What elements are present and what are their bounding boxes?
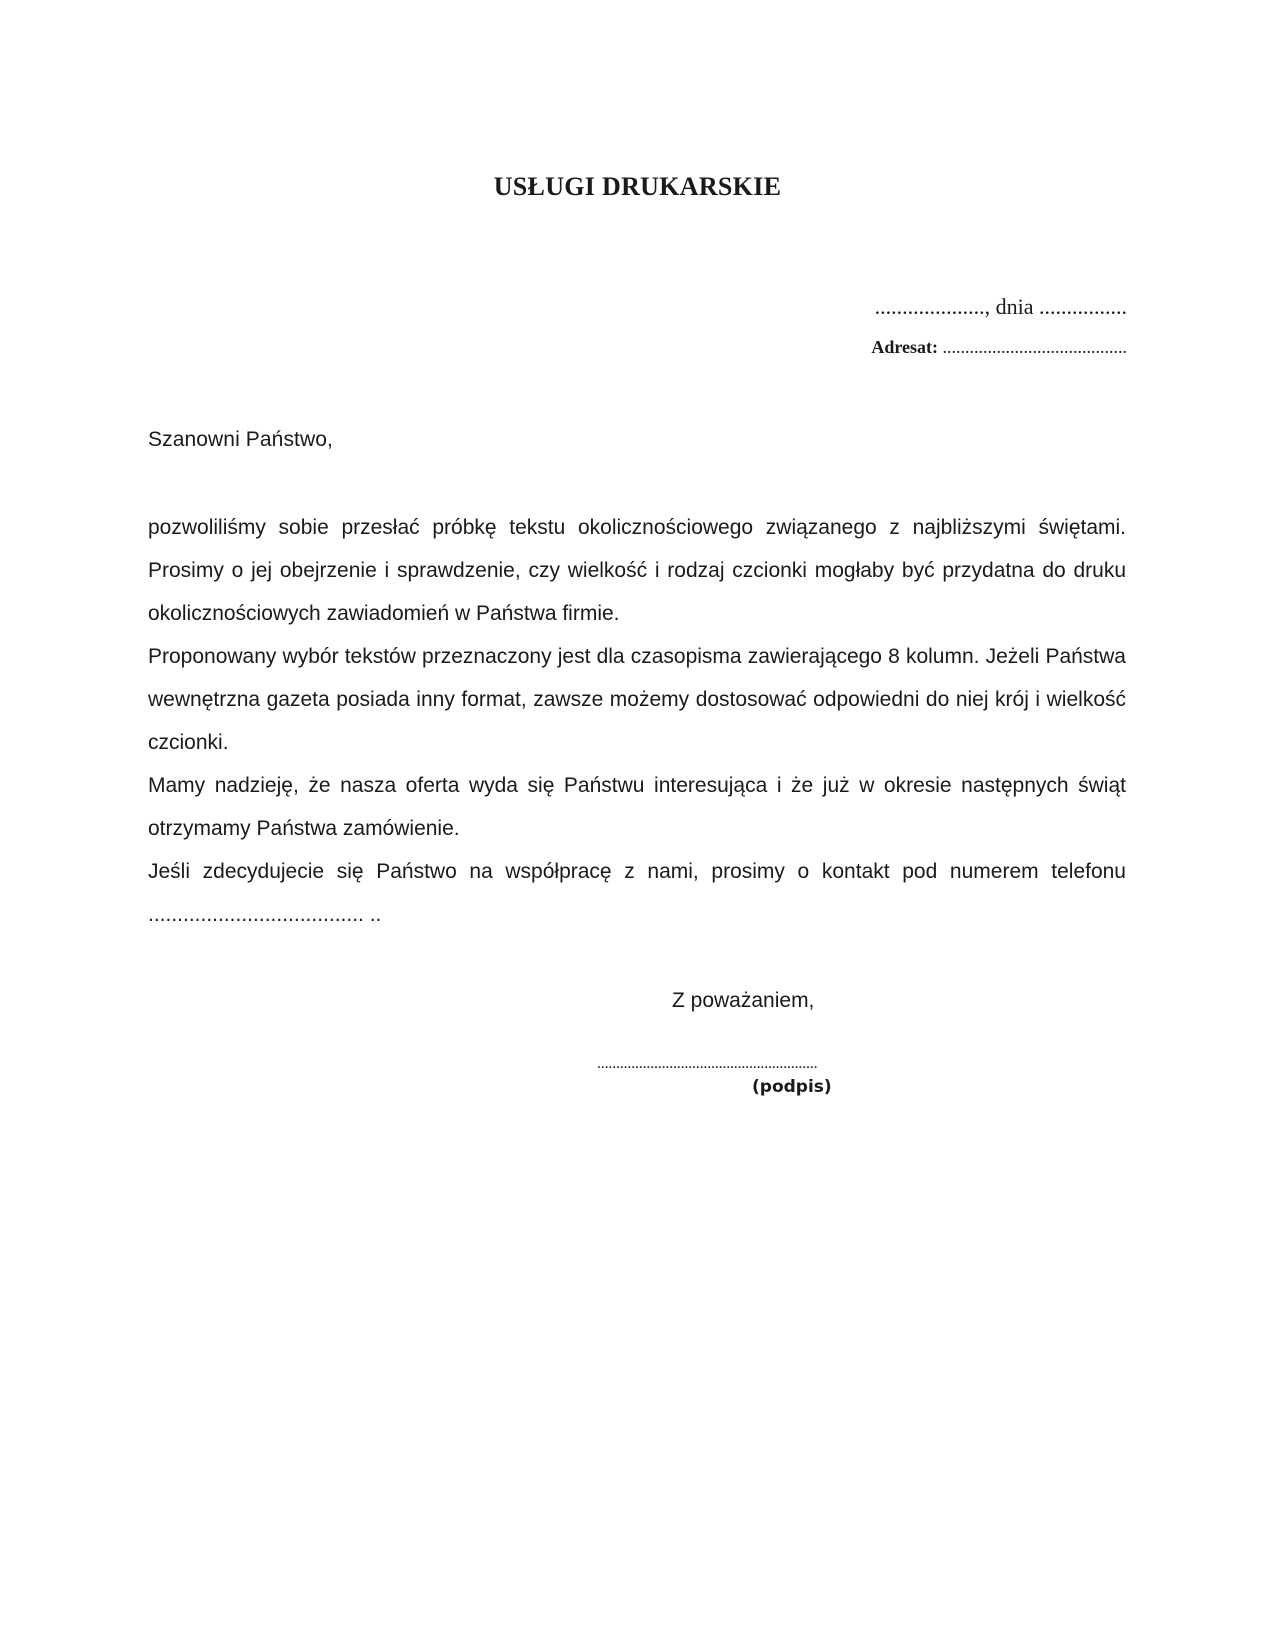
- body-paragraph: Mamy nadzieję, że nasza oferta wyda się Państwu interesująca i że już w okresie następnych świąt otrzymamy Państwa zamówienie.: [148, 774, 1126, 840]
- addressee-dots: .........................................: [938, 337, 1127, 357]
- signature-label: (podpis): [752, 1077, 832, 1097]
- addressee-label: Adresat:: [871, 337, 938, 357]
- body-paragraph: pozwoliliśmy sobie przesłać próbkę tekstu okolicznościowego związanego z najbliższymi świętami. Prosimy o jej obejrzenie i sprawdzenie, czy wielkość i rodzaj czcionki mogłaby być przydatna do druku okolicznościowych zawiadomień w Państwa firmie.: [148, 516, 1126, 625]
- body-paragraph: Proponowany wybór tekstów przeznaczony jest dla czasopisma zawierającego 8 kolumn. Jeżeli Państwa wewnętrzna gazeta posiada inny format, zawsze możemy dostosować odpowiedni do niej krój i wielkość czcionki.: [148, 645, 1126, 754]
- date-line: ...................., dnia ................: [874, 294, 1127, 319]
- body-paragraph: Jeśli zdecydujecie się Państwo na współpracę z nami, prosimy o kontakt pod numerem telefonu ..................................... ..: [148, 860, 1126, 926]
- salutation: Szanowni Państwo,: [148, 428, 333, 451]
- letter-body: [148, 506, 1126, 936]
- closing: Z poważaniem,: [672, 989, 815, 1012]
- signature-line: ..........................................................: [597, 1055, 818, 1072]
- addressee-line: [871, 337, 1127, 358]
- document-title: USŁUGI DRUKARSKIE: [493, 172, 782, 201]
